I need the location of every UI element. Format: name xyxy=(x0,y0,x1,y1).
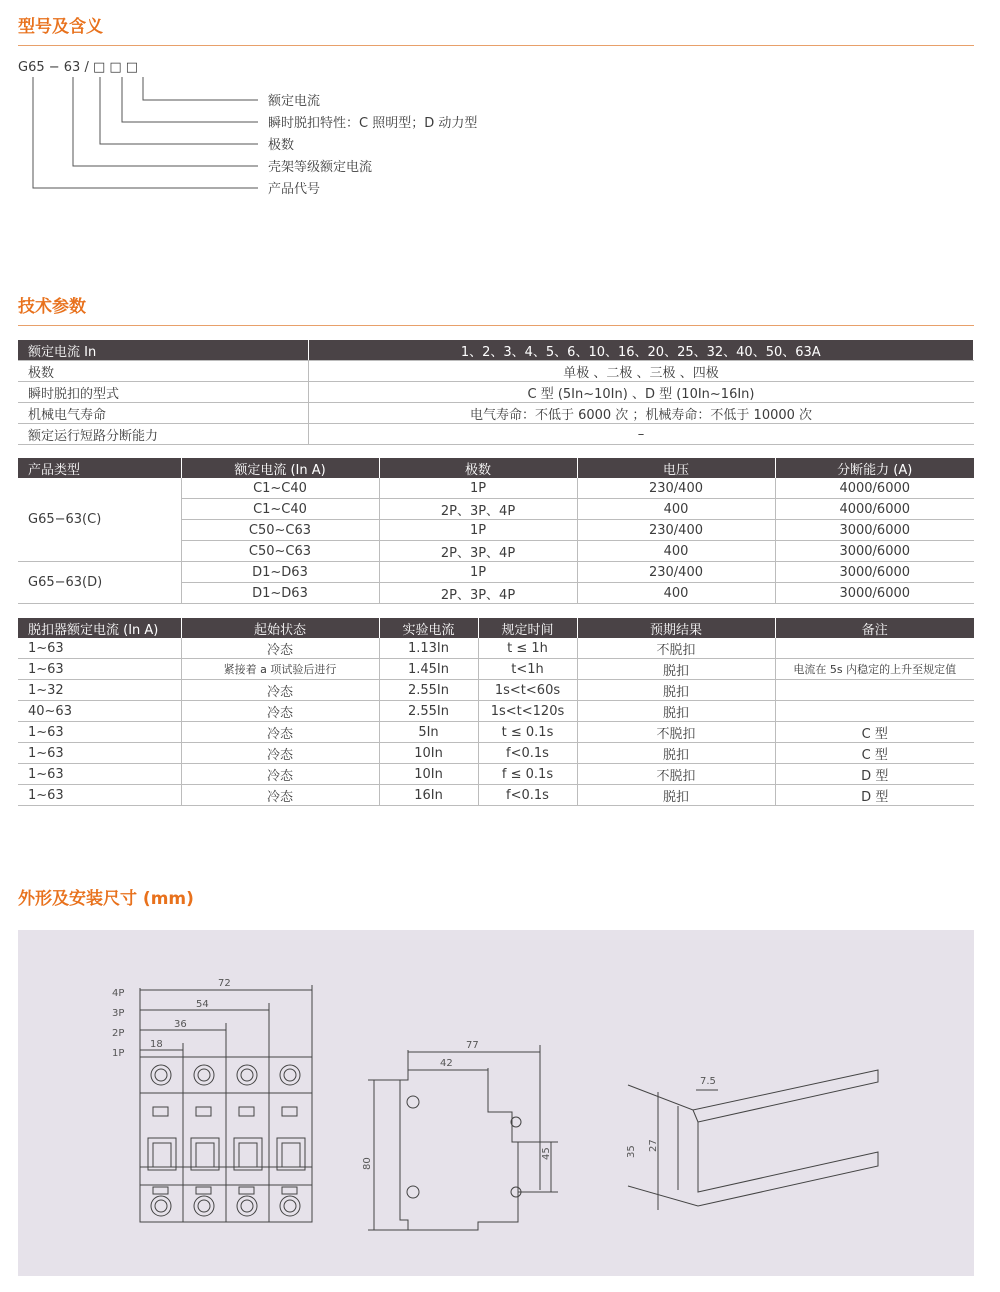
table-cell: f<0.1s xyxy=(478,743,577,764)
table-cell: C50~C63 xyxy=(181,520,379,541)
dim-rail-width: 7.5 xyxy=(700,1076,716,1087)
header-cell: 分断能力 (A) xyxy=(775,458,974,478)
table-row xyxy=(18,722,974,743)
table-cell: 脱扣 xyxy=(577,743,775,764)
param-label: 瞬时脱扣的型式 xyxy=(18,382,308,403)
table-cell: 400 xyxy=(577,499,775,520)
param-label: 机械电气寿命 xyxy=(18,403,308,424)
table-cell: 1~63 xyxy=(18,638,181,659)
table-cell: 1~63 xyxy=(18,659,181,680)
dim-width-3p: 54 xyxy=(196,999,209,1010)
table-row xyxy=(18,785,974,806)
table-cell: 1~63 xyxy=(18,764,181,785)
param-row xyxy=(18,340,974,361)
header-cell: 额定电流 (In A) xyxy=(181,458,379,478)
table-cell: 1~32 xyxy=(18,680,181,701)
table-cell: f ≤ 0.1s xyxy=(478,764,577,785)
breaker-side-profile xyxy=(400,1070,518,1230)
model-code: G65 − 63 / □ □ □ xyxy=(18,60,139,75)
table-cell: 2P、3P、4P xyxy=(379,583,577,604)
model-meaning-1: 瞬时脱扣特性：C 照明型；D 动力型 xyxy=(268,116,478,131)
header-cell: 备注 xyxy=(775,618,974,638)
trip-table xyxy=(18,618,974,806)
param-label: 额定运行短路分断能力 xyxy=(18,424,308,445)
product-type: G65−63(C) xyxy=(18,478,181,562)
table-cell: 冷态 xyxy=(181,743,379,764)
param-label: 极数 xyxy=(18,361,308,382)
param-row xyxy=(18,403,974,424)
param-value: 单极 、二极 、三极 、四极 xyxy=(308,361,974,382)
table-cell: 冷态 xyxy=(181,701,379,722)
table-row xyxy=(18,659,974,680)
section-rule xyxy=(18,325,974,326)
param-row xyxy=(18,424,974,445)
table-cell: 1.45In xyxy=(379,659,478,680)
table-row xyxy=(18,701,974,722)
product-type: G65−63(D) xyxy=(18,562,181,604)
table-cell: C 型 xyxy=(775,743,974,764)
table-cell: 10In xyxy=(379,764,478,785)
table-cell: C1~C40 xyxy=(181,499,379,520)
param-value: 1、2、3、4、5、6、10、16、20、25、32、40、50、63A xyxy=(308,340,974,361)
param-value: C 型 (5In~10In) 、D 型 (10In~16In) xyxy=(308,382,974,403)
table-cell: 冷态 xyxy=(181,638,379,659)
table-cell: 230/400 xyxy=(577,520,775,541)
table-cell: 1~63 xyxy=(18,785,181,806)
table-cell: 冷态 xyxy=(181,722,379,743)
table-cell: 不脱扣 xyxy=(577,722,775,743)
dim-width-1p: 18 xyxy=(150,1039,163,1050)
param-row xyxy=(18,382,974,403)
pole-label-1p: 1P xyxy=(112,1048,125,1059)
table-cell: 1~63 xyxy=(18,722,181,743)
dim-side-height: 80 xyxy=(362,1157,373,1170)
section-title-dimensions: 外形及安装尺寸 (mm) xyxy=(18,889,194,909)
dim-width-2p: 36 xyxy=(174,1019,187,1030)
table-cell: 1P xyxy=(379,478,577,499)
table-cell: C 型 xyxy=(775,722,974,743)
table-cell xyxy=(775,680,974,701)
table-cell: 230/400 xyxy=(577,562,775,583)
trip-table-header xyxy=(18,618,974,638)
table-cell: 脱扣 xyxy=(577,680,775,701)
table-cell: 不脱扣 xyxy=(577,638,775,659)
table-cell: 2P、3P、4P xyxy=(379,499,577,520)
table-cell: 2.55In xyxy=(379,701,478,722)
pole-label-3p: 3P xyxy=(112,1008,125,1019)
table-cell: D1~D63 xyxy=(181,562,379,583)
param-value: 电气寿命：不低于 6000 次 ；机械寿命：不低于 10000 次 xyxy=(308,403,974,424)
dimension-drawings-panel xyxy=(18,930,974,1276)
table-cell: 脱扣 xyxy=(577,659,775,680)
table-cell: 1P xyxy=(379,562,577,583)
table-cell: 1.13In xyxy=(379,638,478,659)
table-cell: 冷态 xyxy=(181,764,379,785)
model-meaning-0: 额定电流 xyxy=(268,94,321,109)
table-cell: 脱扣 xyxy=(577,701,775,722)
table-cell xyxy=(775,638,974,659)
table-cell: 2.55In xyxy=(379,680,478,701)
table-cell: t ≤ 0.1s xyxy=(478,722,577,743)
table-row xyxy=(18,562,974,583)
param-value: – xyxy=(308,424,974,445)
dim-rail-outer-height: 35 xyxy=(626,1145,637,1158)
table-cell: D 型 xyxy=(775,785,974,806)
table-cell: 冷态 xyxy=(181,680,379,701)
header-cell: 电压 xyxy=(577,458,775,478)
table-cell: 不脱扣 xyxy=(577,764,775,785)
table-cell: 1~63 xyxy=(18,743,181,764)
table-cell: 紧接着 a 项试验后进行 xyxy=(181,659,379,680)
product-table-header xyxy=(18,458,974,478)
table-cell: 冷态 xyxy=(181,785,379,806)
pole-label-4p: 4P xyxy=(112,988,125,999)
table-cell: 3000/6000 xyxy=(775,520,974,541)
table-cell: 3000/6000 xyxy=(775,562,974,583)
model-meaning-2: 极数 xyxy=(268,138,295,153)
table-cell: 1s<t<120s xyxy=(478,701,577,722)
header-cell: 实验电流 xyxy=(379,618,478,638)
table-cell: D 型 xyxy=(775,764,974,785)
table-cell xyxy=(775,701,974,722)
table-cell: D1~D63 xyxy=(181,583,379,604)
table-cell: 3000/6000 xyxy=(775,541,974,562)
section-rule xyxy=(18,45,974,46)
dim-side-total-width: 77 xyxy=(466,1040,479,1051)
table-cell: 230/400 xyxy=(577,478,775,499)
table-cell: 10In xyxy=(379,743,478,764)
table-cell: C1~C40 xyxy=(181,478,379,499)
header-cell: 脱扣器额定电流 (In A) xyxy=(18,618,181,638)
dim-width-4p: 72 xyxy=(218,978,231,989)
param-row xyxy=(18,361,974,382)
table-cell: 1P xyxy=(379,520,577,541)
table-cell: 1s<t<60s xyxy=(478,680,577,701)
header-cell: 规定时间 xyxy=(478,618,577,638)
table-cell: C50~C63 xyxy=(181,541,379,562)
param-label: 额定电流 In xyxy=(18,340,308,361)
dim-side-inner-width: 42 xyxy=(440,1058,453,1069)
table-cell: 40~63 xyxy=(18,701,181,722)
model-meaning-4: 产品代号 xyxy=(268,182,321,197)
table-cell: 5In xyxy=(379,722,478,743)
din-rail xyxy=(628,1070,878,1206)
table-cell: 4000/6000 xyxy=(775,478,974,499)
table-row xyxy=(18,764,974,785)
section-title-tech: 技术参数 xyxy=(18,297,86,317)
param-table xyxy=(18,340,974,445)
model-code-diagram xyxy=(18,55,538,205)
table-cell: 4000/6000 xyxy=(775,499,974,520)
table-cell: 3000/6000 xyxy=(775,583,974,604)
dimension-drawings xyxy=(18,930,974,1276)
table-row xyxy=(18,638,974,659)
dim-rail-inner-height: 27 xyxy=(648,1139,659,1152)
table-cell: 脱扣 xyxy=(577,785,775,806)
header-cell: 预期结果 xyxy=(577,618,775,638)
table-cell: t<1h xyxy=(478,659,577,680)
table-row xyxy=(18,743,974,764)
table-cell: 电流在 5s 内稳定的上升至规定值 xyxy=(775,659,974,680)
dim-side-inner-height: 45 xyxy=(541,1147,552,1160)
table-cell: 2P、3P、4P xyxy=(379,541,577,562)
header-cell: 极数 xyxy=(379,458,577,478)
table-cell: 400 xyxy=(577,583,775,604)
pole-label-2p: 2P xyxy=(112,1028,125,1039)
section-title-model: 型号及含义 xyxy=(18,17,103,37)
product-table xyxy=(18,458,974,604)
table-cell: 16In xyxy=(379,785,478,806)
table-cell: 400 xyxy=(577,541,775,562)
table-cell: f<0.1s xyxy=(478,785,577,806)
table-row xyxy=(18,680,974,701)
header-cell: 起始状态 xyxy=(181,618,379,638)
table-row xyxy=(18,478,974,499)
table-cell: t ≤ 1h xyxy=(478,638,577,659)
model-meaning-3: 壳架等级额定电流 xyxy=(268,160,373,175)
header-cell: 产品类型 xyxy=(18,458,181,478)
